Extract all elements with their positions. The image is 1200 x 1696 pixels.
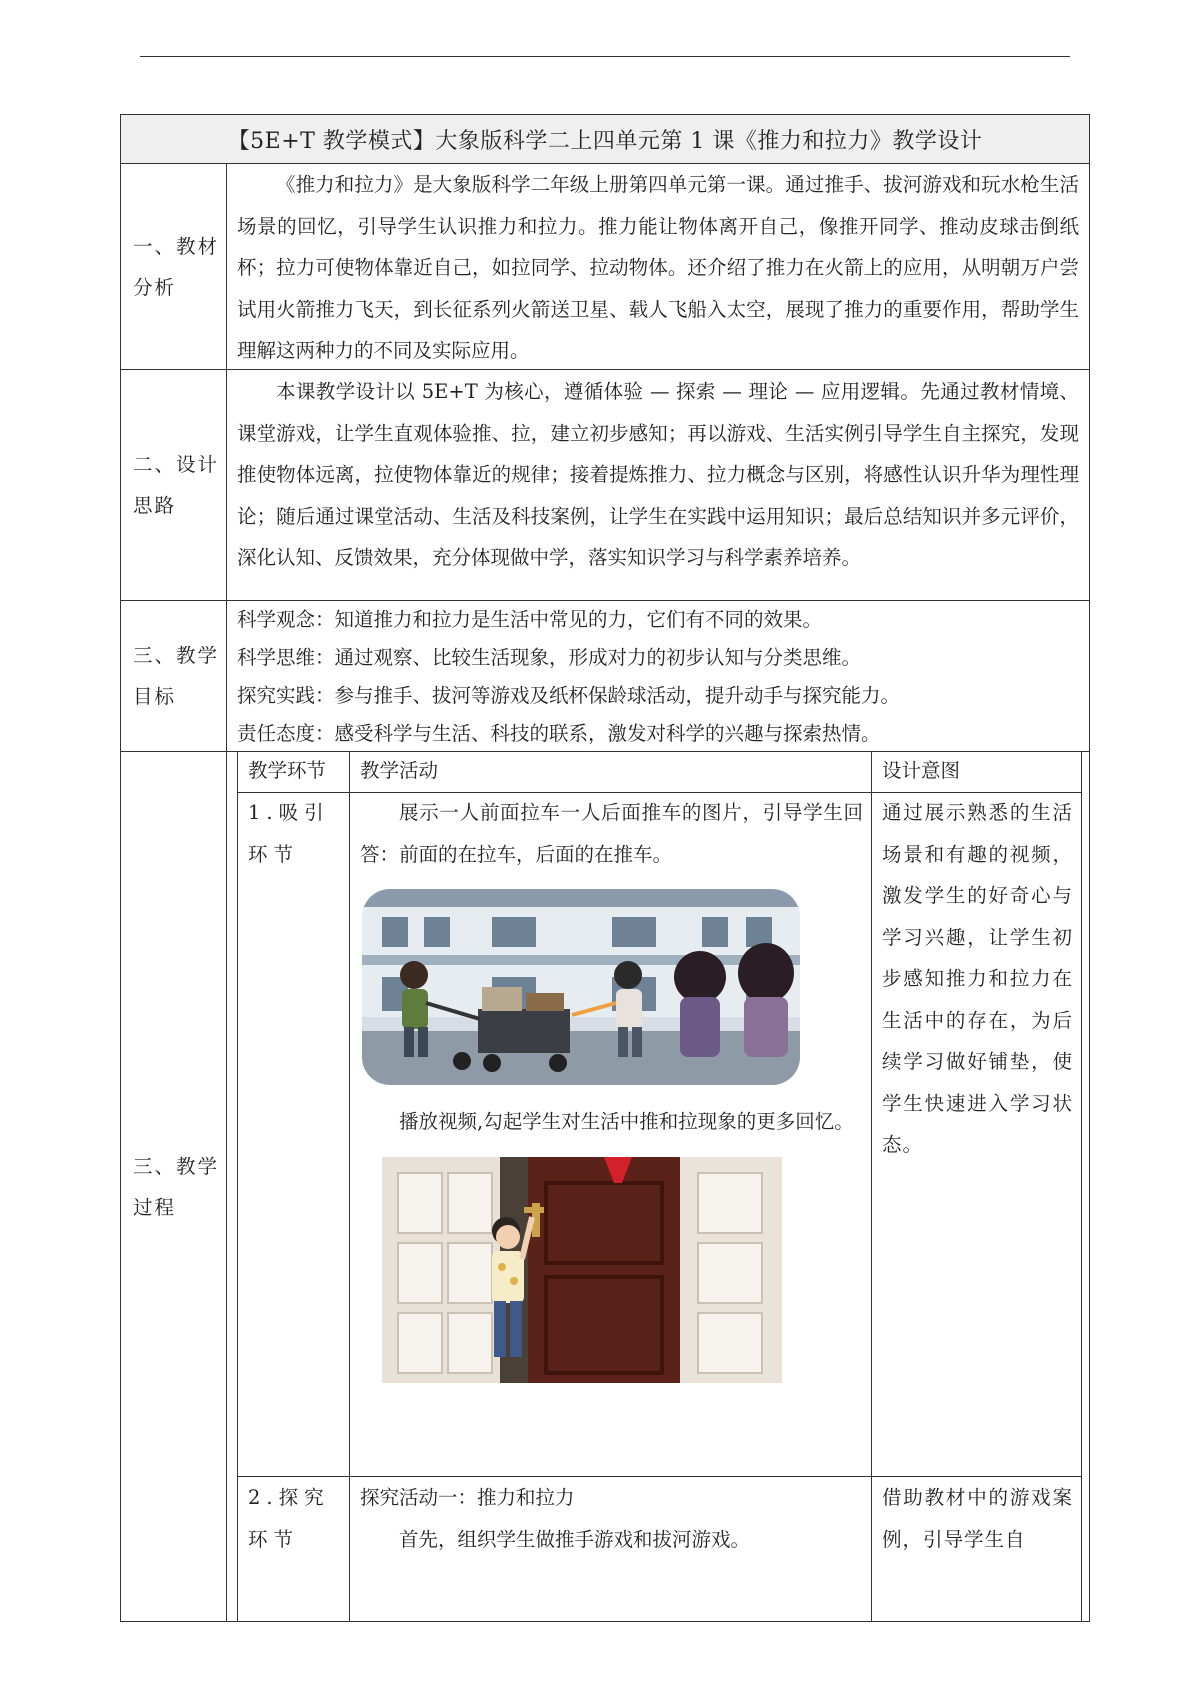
header-rule (140, 56, 1070, 57)
section-label: 三、教学目标 (121, 601, 227, 751)
goal-item: 科学观念：知道推力和拉力是生活中常见的力，它们有不同的效果。 (237, 608, 823, 631)
push-pull-cart-illustration (362, 889, 800, 1085)
goal-item: 科学思维：通过观察、比较生活现象，形成对力的初步认知与分类思维。 (237, 646, 862, 669)
stage-cell: 1.吸引环节 (238, 792, 350, 1476)
process-row-explore (238, 1477, 1081, 1622)
section-label: 一、教材分析 (121, 164, 227, 369)
section-textbook (121, 164, 1089, 370)
textbook-analysis-text: 《推力和拉力》是大象版科学二年级上册第四单元第一课。通过推手、拔河游戏和玩水枪生活场景的回忆，引导学生认识推力和拉力。推力能让物体离开自己，像推开同学、推动皮球击倒纸杯；拉力可使物体靠近自己，如拉同学、拉动物体。还介绍了推力在火箭上的应用，从明朝万户尝试用火箭推力飞天，到长征系列火箭送卫星、载人飞船入太空，展现了推力的重要作用，帮助学生理解这两种力的不同及实际应用。 (237, 173, 1079, 362)
header-stage: 教学环节 (238, 752, 350, 792)
section-design (121, 370, 1089, 601)
section-goals (121, 601, 1089, 752)
lesson-plan-table (120, 114, 1090, 1622)
document-title: 【5E+T 教学模式】大象版科学二上四单元第 1 课《推力和拉力》教学设计 (121, 115, 1089, 164)
section-body (227, 370, 1089, 600)
activity-heading: 探究活动一：推力和拉力 (360, 1486, 575, 1509)
process-table (237, 752, 1082, 1622)
section-body (227, 164, 1089, 369)
process-row-engage (238, 792, 1081, 1477)
intent-cell: 借助教材中的游戏案例，引导学生自 (882, 1486, 1073, 1551)
design-idea-text: 本课教学设计以 5E+T 为核心，遵循体验 — 探索 — 理论 — 应用逻辑。先通过教材情境、课堂游戏，让学生直观体验推、拉，建立初步感知；再以游戏、生活实例引导学生自主探究，发现推使物体远离，拉使物体靠近的规律；接着提炼推力、拉力概念与区别，将感性认识升华为理性理论；随后通过课堂活动、生活及科技案例，让学生在实践中运用知识；最后总结知识并多元评价，深化认知、反馈效果，充分体现做中学，落实知识学习与科学素养培养。 (237, 380, 1079, 569)
header-activity: 教学活动 (350, 752, 872, 792)
section-label: 二、设计思路 (121, 370, 227, 600)
activity-text: 首先，组织学生做推手游戏和拔河游戏。 (399, 1527, 751, 1551)
section-process (121, 752, 1089, 1621)
section-body (227, 601, 1089, 751)
goal-item: 责任态度：感受科学与生活、科技的联系，激发对科学的兴趣与探索热情。 (237, 722, 881, 745)
activity-cell (350, 792, 872, 1476)
header-intent: 设计意图 (882, 759, 961, 782)
intent-cell: 通过展示熟悉的生活场景和有趣的视频，激发学生的好奇心与学习兴趣，让学生初步感知推力和拉力在生活中的存在，为后续学习做好铺垫，使学生快速进入学习状态。 (882, 801, 1073, 1156)
stage-cell: 2.探究环节 (238, 1477, 350, 1622)
goal-item: 探究实践：参与推手、拔河等游戏及纸杯保龄球活动，提升动手与探究能力。 (237, 684, 901, 707)
activity-text: 播放视频,勾起学生对生活中推和拉现象的更多回忆。 (399, 1110, 854, 1133)
child-opening-door-photo (382, 1157, 782, 1383)
process-header-row (238, 752, 1081, 793)
section-label: 三、教学过程 (121, 752, 227, 1621)
activity-text: 展示一人前面拉车一人后面推车的图片，引导学生回答：前面的在拉车，后面的在推车。 (360, 801, 863, 866)
activity-cell (350, 1477, 872, 1622)
